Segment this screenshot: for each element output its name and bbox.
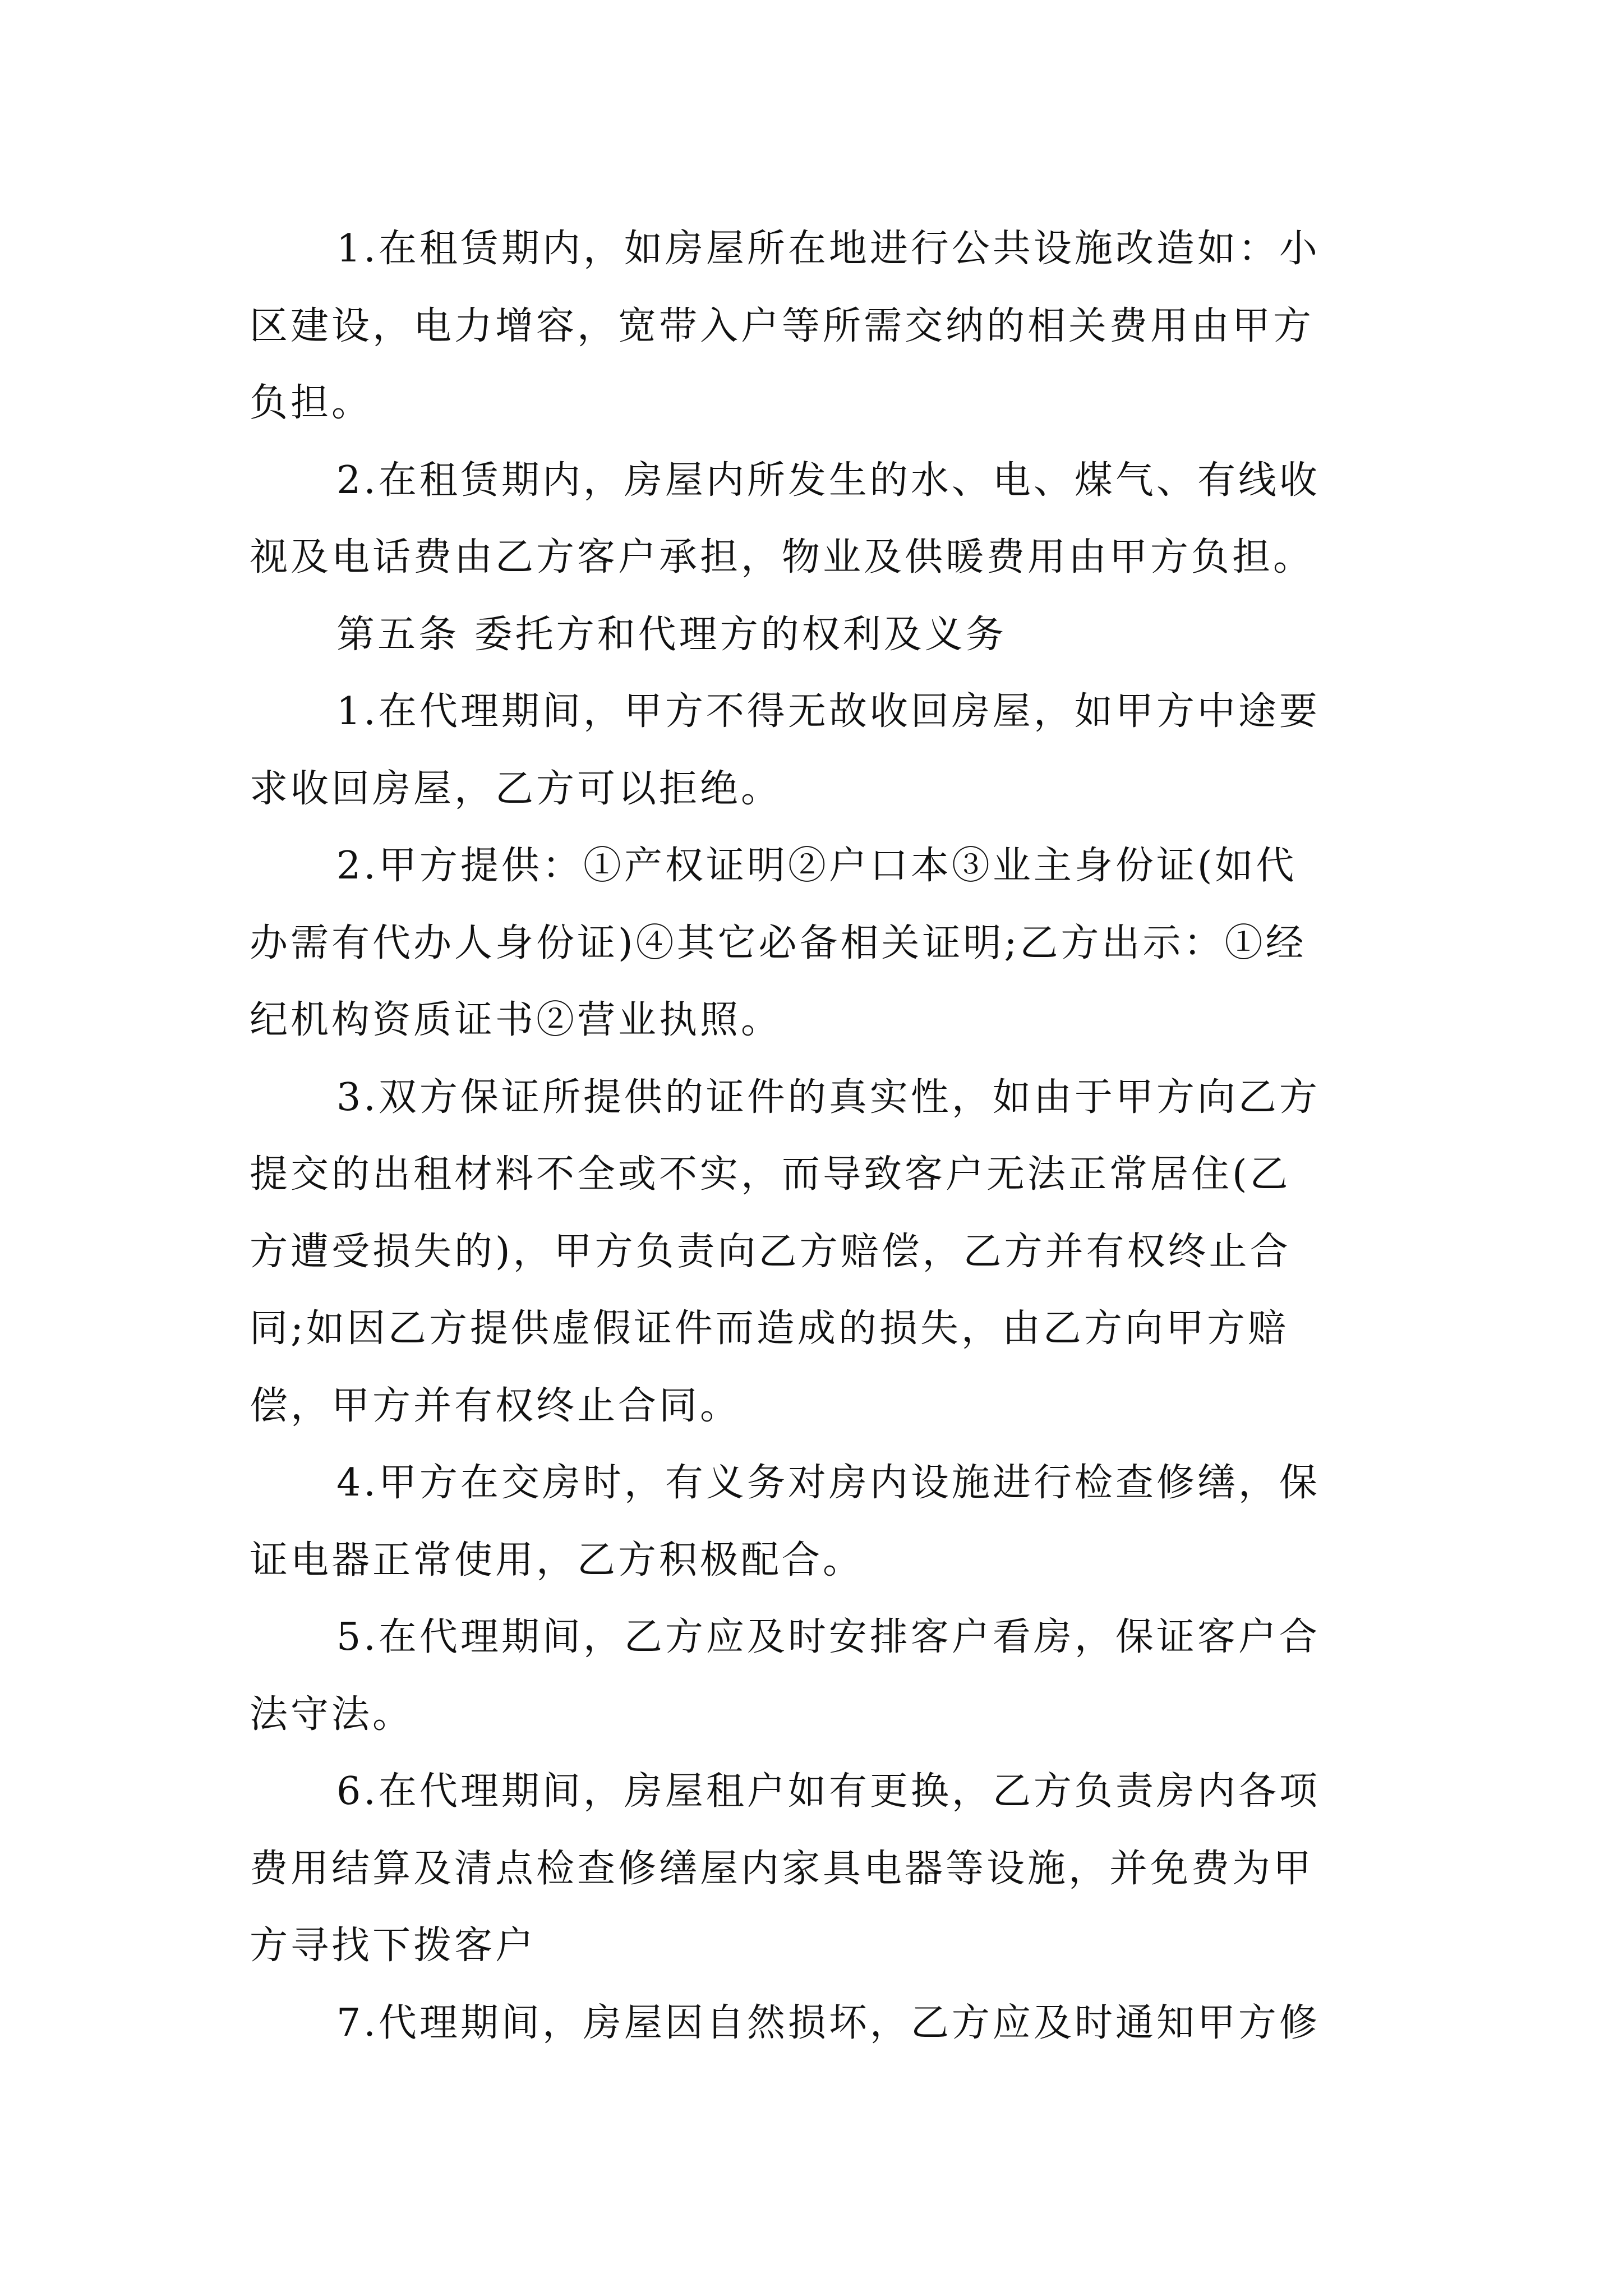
document-body	[250, 210, 1385, 2062]
text-line: 法守法。	[250, 1692, 414, 1737]
text-line: 负担。	[250, 381, 373, 425]
paragraph-clause-2	[250, 827, 1385, 1059]
text-line: 偿，甲方并有权终止合同。	[250, 1383, 741, 1428]
paragraph-utility-fees	[250, 442, 1385, 596]
text-line: 纪机构资质证书②营业执照。	[250, 998, 782, 1042]
text-line: 办需有代办人身份证)④其它必备相关证明;乙方出示：①经	[250, 921, 1307, 965]
paragraph-clause-1	[250, 673, 1385, 827]
text-line: 视及电话费由乙方客户承担，物业及供暖费用由甲方负担。	[250, 535, 1315, 579]
text-line: 费用结算及清点检查修缮屋内家具电器等设施，并免费为甲	[250, 1846, 1315, 1891]
paragraph-clause-4	[250, 1444, 1385, 1599]
text-line: 1.在租赁期内，如房屋所在地进行公共设施改造如：小	[336, 227, 1320, 271]
text-line: 求收回房屋，乙方可以拒绝。	[250, 766, 782, 811]
paragraph-clause-6	[250, 1753, 1385, 1985]
text-line: 1.在代理期间，甲方不得无故收回房屋，如甲方中途要	[336, 689, 1320, 734]
text-line: 方寻找下拨客户	[250, 1924, 537, 1968]
section-heading: 第五条 委托方和代理方的权利及义务	[336, 612, 1007, 657]
text-line: 3.双方保证所提供的证件的真实性，如由于甲方向乙方	[336, 1075, 1320, 1120]
text-line: 4.甲方在交房时，有义务对房内设施进行检查修缮，保	[336, 1461, 1320, 1505]
text-line: 方遭受损失的)，甲方负责向乙方赔偿，乙方并有权终止合	[250, 1229, 1291, 1274]
text-line: 6.在代理期间，房屋租户如有更换，乙方负责房内各项	[336, 1769, 1320, 1814]
paragraph-clause-7	[250, 1985, 1385, 2062]
paragraph-clause-3	[250, 1059, 1385, 1445]
section-heading-article-five	[250, 596, 1385, 674]
text-line: 同;如因乙方提供虚假证件而造成的损失，由乙方向甲方赔	[250, 1306, 1289, 1351]
text-line: 7.代理期间，房屋因自然损坏，乙方应及时通知甲方修	[336, 2000, 1320, 2045]
text-line: 提交的出租材料不全或不实，而导致客户无法正常居住(乙	[250, 1152, 1291, 1197]
text-line: 区建设，电力增容，宽带入户等所需交纳的相关费用由甲方	[250, 303, 1315, 348]
text-line: 2.在租赁期内，房屋内所发生的水、电、煤气、有线收	[336, 458, 1320, 503]
text-line: 5.在代理期间，乙方应及时安排客户看房，保证客户合	[336, 1615, 1320, 1659]
paragraph-public-facilities	[250, 210, 1385, 442]
paragraph-clause-5	[250, 1599, 1385, 1753]
text-line: 证电器正常使用，乙方积极配合。	[250, 1538, 864, 1582]
text-line: 2.甲方提供：①产权证明②户口本③业主身份证(如代	[336, 844, 1297, 888]
